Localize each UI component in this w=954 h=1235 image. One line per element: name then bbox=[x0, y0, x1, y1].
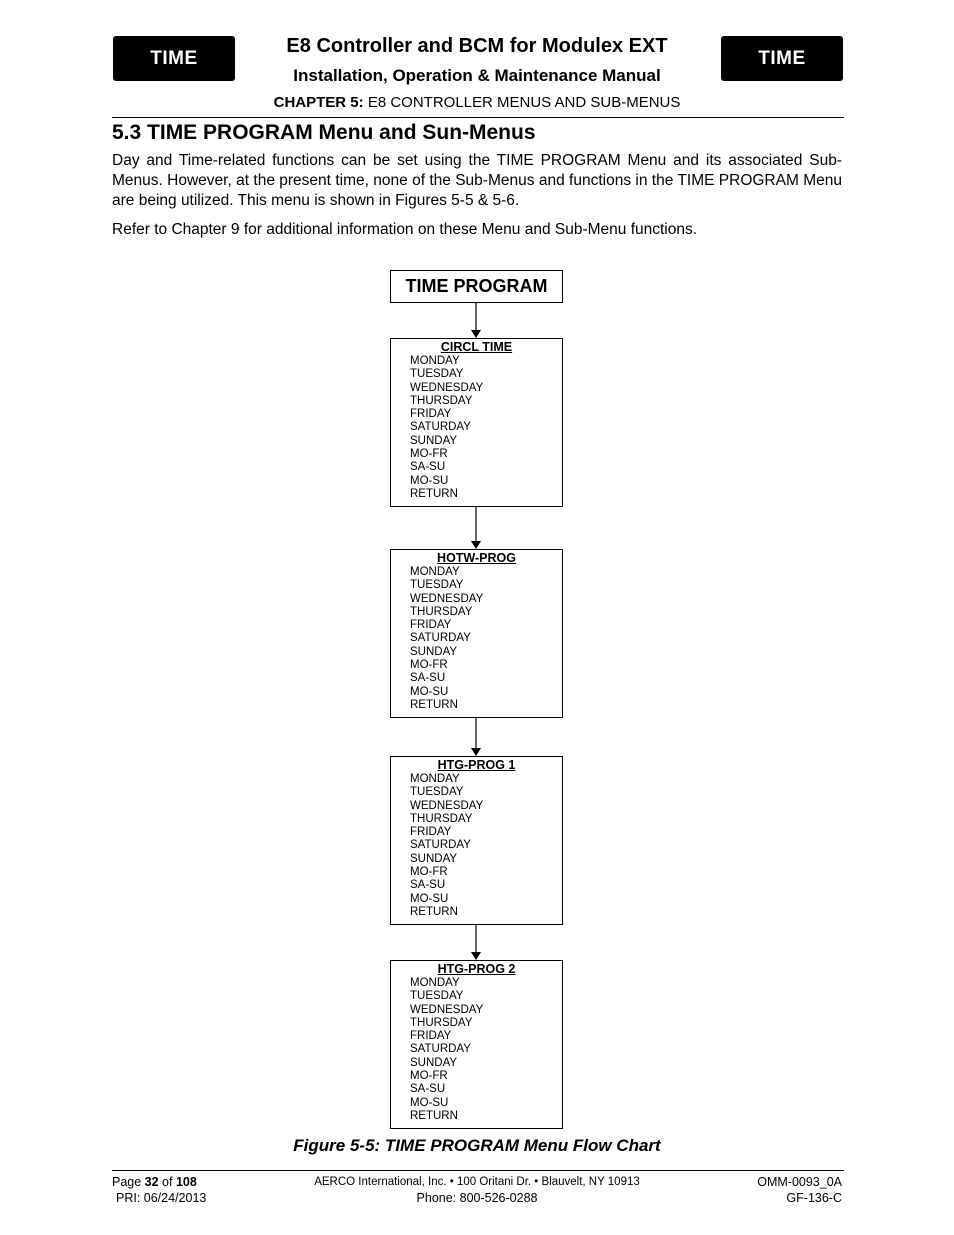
menu-item: RETURN bbox=[410, 487, 458, 500]
menu-item: MONDAY bbox=[410, 566, 460, 578]
menu-title: HTG-PROG 1 bbox=[437, 758, 516, 772]
menu-item: SATURDAY bbox=[410, 839, 471, 852]
menu-item: MO-SU bbox=[410, 892, 449, 905]
menu-item-list bbox=[410, 355, 483, 501]
figure-caption: Figure 5-5: TIME PROGRAM Menu Flow Chart bbox=[293, 1136, 661, 1155]
menu-item: SUNDAY bbox=[410, 434, 458, 447]
hotw-prog-menu-box bbox=[390, 549, 563, 718]
menu-item: MONDAY bbox=[410, 773, 460, 785]
page-number: Page 32 of 108 bbox=[112, 1175, 197, 1189]
menu-item: SATURDAY bbox=[410, 1043, 471, 1056]
menu-item: THURSDAY bbox=[410, 605, 473, 618]
document-subtitle: Installation, Operation & Maintenance Manual bbox=[293, 66, 661, 85]
footer-divider bbox=[112, 1170, 844, 1171]
reference-paragraph: Refer to Chapter 9 for additional information on these Menu and Sub-Menu functions. bbox=[112, 221, 698, 238]
menu-item: WEDNESDAY bbox=[410, 592, 484, 605]
circl-time-menu-box bbox=[390, 338, 563, 507]
htg-prog-1-menu-box bbox=[390, 756, 563, 925]
time-tab-left: TIME bbox=[113, 36, 235, 81]
menu-item: MO-SU bbox=[410, 474, 449, 487]
chapter-label: CHAPTER 5: bbox=[273, 94, 364, 111]
menu-item: SA-SU bbox=[410, 1083, 446, 1096]
menu-title: HTG-PROG 2 bbox=[437, 962, 516, 976]
menu-item: RETURN bbox=[410, 905, 458, 918]
menu-item: SUNDAY bbox=[410, 852, 458, 865]
company-address: AERCO International, Inc. • 100 Oritani Dr. • Blauvelt, NY 10913 bbox=[314, 1176, 640, 1188]
time-program-root-box: TIME PROGRAM bbox=[390, 270, 563, 303]
menu-item: THURSDAY bbox=[410, 1016, 473, 1029]
menu-item: MONDAY bbox=[410, 355, 460, 367]
menu-item: MO-FR bbox=[410, 1070, 448, 1083]
menu-item: THURSDAY bbox=[410, 812, 473, 825]
menu-item: SUNDAY bbox=[410, 645, 458, 658]
menu-item: SA-SU bbox=[410, 672, 446, 685]
menu-title: CIRCL TIME bbox=[440, 340, 513, 354]
menu-item: RETURN bbox=[410, 698, 458, 711]
menu-item: MO-SU bbox=[410, 685, 449, 698]
menu-item: MO-FR bbox=[410, 448, 448, 461]
menu-item: RETURN bbox=[410, 1109, 458, 1122]
menu-item: MO-FR bbox=[410, 659, 448, 672]
menu-item-list bbox=[410, 977, 483, 1123]
menu-title: HOTW-PROG bbox=[437, 551, 516, 565]
menu-item: TUESDAY bbox=[410, 579, 464, 592]
company-phone: Phone: 800-526-0288 bbox=[416, 1191, 538, 1205]
footer-right bbox=[757, 1174, 842, 1206]
menu-item: FRIDAY bbox=[410, 1030, 452, 1043]
section-title: 5.3 TIME PROGRAM Menu and Sun-Menus bbox=[112, 121, 536, 144]
menu-item: THURSDAY bbox=[410, 394, 473, 407]
htg-prog-2-menu-box bbox=[390, 960, 563, 1129]
menu-item-list bbox=[410, 566, 483, 712]
document-id: OMM-0093_0A bbox=[757, 1175, 842, 1189]
menu-item: TUESDAY bbox=[410, 368, 464, 381]
menu-item: TUESDAY bbox=[410, 990, 464, 1003]
menu-item: FRIDAY bbox=[410, 826, 452, 839]
menu-item: FRIDAY bbox=[410, 619, 452, 632]
menu-item-list bbox=[410, 773, 483, 919]
menu-item: MONDAY bbox=[410, 977, 460, 989]
menu-item: SUNDAY bbox=[410, 1056, 458, 1069]
menu-item: SATURDAY bbox=[410, 632, 471, 645]
menu-item: FRIDAY bbox=[410, 408, 452, 421]
intro-paragraph: Day and Time-related functions can be set using the TIME PROGRAM Menu and its associated Sub-Menus. However, at the present time, none of the Sub-Menus and functions in the TIME PROGRAM Menu are being utilized. This menu is shown in Figures 5-5 & 5-6. bbox=[112, 152, 842, 209]
menu-item: WEDNESDAY bbox=[410, 1003, 484, 1016]
chapter-text: E8 CONTROLLER MENUS AND SUB-MENUS bbox=[367, 94, 681, 111]
menu-item: MO-SU bbox=[410, 1096, 449, 1109]
menu-item: WEDNESDAY bbox=[410, 799, 484, 812]
document-title: E8 Controller and BCM for Modulex EXT bbox=[286, 35, 668, 57]
menu-item: TUESDAY bbox=[410, 786, 464, 799]
menu-item: WEDNESDAY bbox=[410, 381, 484, 394]
form-id: GF-136-C bbox=[786, 1191, 842, 1205]
menu-item: SA-SU bbox=[410, 879, 446, 892]
menu-item: SATURDAY bbox=[410, 421, 471, 434]
pri-date: PRI: 06/24/2013 bbox=[116, 1191, 207, 1205]
menu-item: SA-SU bbox=[410, 461, 446, 474]
menu-item: MO-FR bbox=[410, 866, 448, 879]
time-tab-right: TIME bbox=[721, 36, 843, 81]
